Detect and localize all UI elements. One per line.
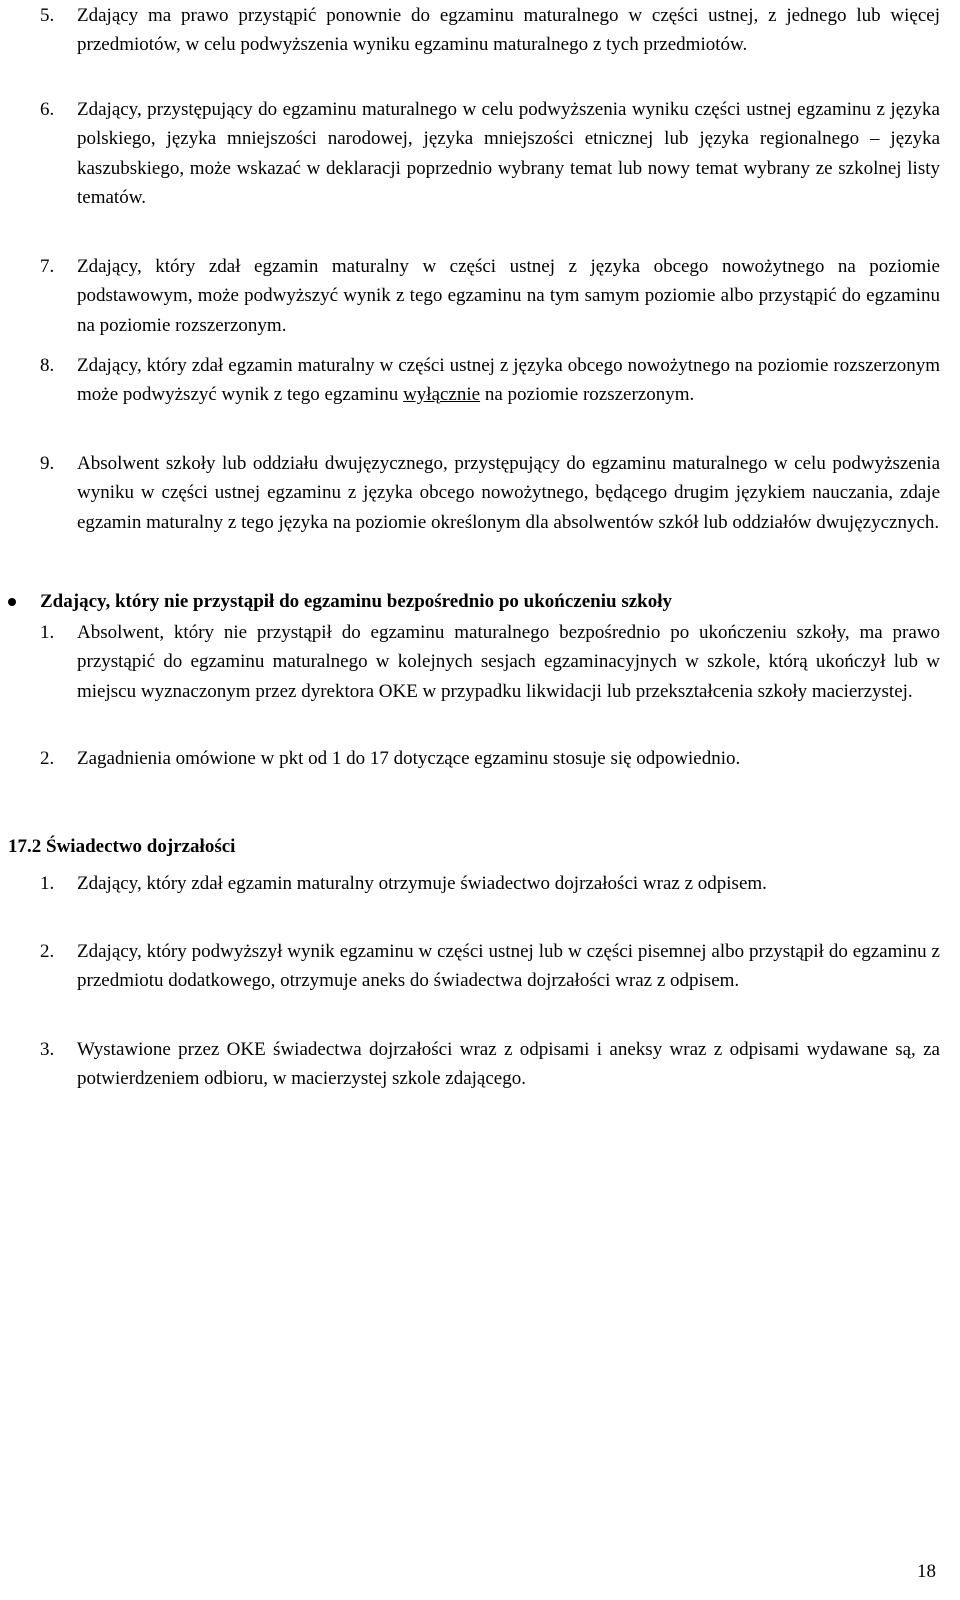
bullet-heading [8,587,948,616]
item-number: 5. [40,5,55,26]
item-text: Zagadnienia omówione w pkt od 1 do 17 dotyczące egzaminu stosuje się odpowiednio. [77,748,741,769]
item-text: Zdający, który podwyższył wynik egzaminu w części ustnej lub w części pisemnej albo przystąpił do egzaminu z przedmiotu dodatkowego, otrzymuje aneks do świadectwa dojrzałości wraz z odpisem. [77,941,940,992]
item-text: Zdający, który zdał egzamin maturalny otrzymuje świadectwo dojrzałości wraz z odpisem. [77,873,767,894]
item-text: Absolwent, który nie przystąpił do egzaminu maturalnego bezpośrednio po ukończeniu szkoły, ma prawo przystąpić do egzaminu maturalnego w kolejnych sesjach egzaminacyjnych w szkole, którą ukończył lub w miejscu wyznaczonym przez dyrektora OKE w przypadku likwidacji lub przekształcenia szkoły macierzystej. [77,622,940,702]
item-text [77,351,940,410]
list-item [40,937,940,996]
list-item [40,744,940,773]
item-number: 7. [40,256,55,277]
list-item [40,1,940,60]
bullet-heading-text: Zdający, który nie przystąpił do egzaminu bezpośrednio po ukończeniu szkoły [40,591,672,612]
item-text: Zdający, który zdał egzamin maturalny w części ustnej z języka obcego nowożytnego na poziomie podstawowym, może podwyższyć wynik z tego egzaminu na tym samym poziomie albo przystąpić do egzaminu na poziomie rozszerzonym. [77,256,940,336]
item-text-after: na poziomie rozszerzonym. [480,384,695,406]
item-number: 2. [40,748,55,769]
section-heading: 17.2 Świadectwo dojrzałości [8,836,236,857]
item-text: Wystawione przez OKE świadectwa dojrzałości wraz z odpisami i aneksy wraz z odpisami wydawane są, za potwierdzeniem odbioru, w macierzystej szkole zdającego. [77,1039,940,1090]
item-text: Zdający ma prawo przystąpić ponownie do egzaminu maturalnego w części ustnej, z jednego lub więcej przedmiotów, w celu podwyższenia wyniku egzaminu maturalnego z tych przedmiotów. [77,5,940,56]
page-number: 18 [917,1561,936,1582]
list-item [40,351,940,410]
list-item [40,618,940,706]
list-item [40,449,940,537]
bullet-icon [8,598,16,606]
list-item [40,95,940,212]
item-number: 9. [40,453,55,474]
list-item [40,1035,940,1094]
item-text: Zdający, przystępujący do egzaminu maturalnego w celu podwyższenia wyniku części ustnej egzaminu z języka polskiego, języka mniejszości narodowej, języka mniejszości etnicznej lub języka regionalnego – języka kaszubskiego, może wskazać w deklaracji poprzednio wybrany temat lub nowy temat wybrany ze szkolnej listy tematów. [77,99,940,208]
item-number: 1. [40,873,55,894]
underlined-word: wyłącznie [403,384,481,406]
list-item [40,869,940,898]
item-number: 3. [40,1039,55,1060]
item-number: 2. [40,941,55,962]
item-text: Absolwent szkoły lub oddziału dwujęzycznego, przystępujący do egzaminu maturalnego w celu podwyższenia wyniku w części ustnej egzaminu z języka obcego nowożytnego, będącego drugim językiem nauczania, zdaje egzamin maturalny z tego języka na poziomie określonym dla absolwentów szkół lub oddziałów dwujęzycznych. [77,453,940,533]
item-number: 1. [40,622,55,643]
item-text-before: Zdający, który zdał egzamin maturalny w części ustnej z języka obcego nowożytnego na poziomie rozszerzonym może podwyższyć wynik z tego egzaminu [77,355,940,406]
item-number: 8. [40,355,55,376]
item-number: 6. [40,99,55,120]
list-item [40,252,940,340]
